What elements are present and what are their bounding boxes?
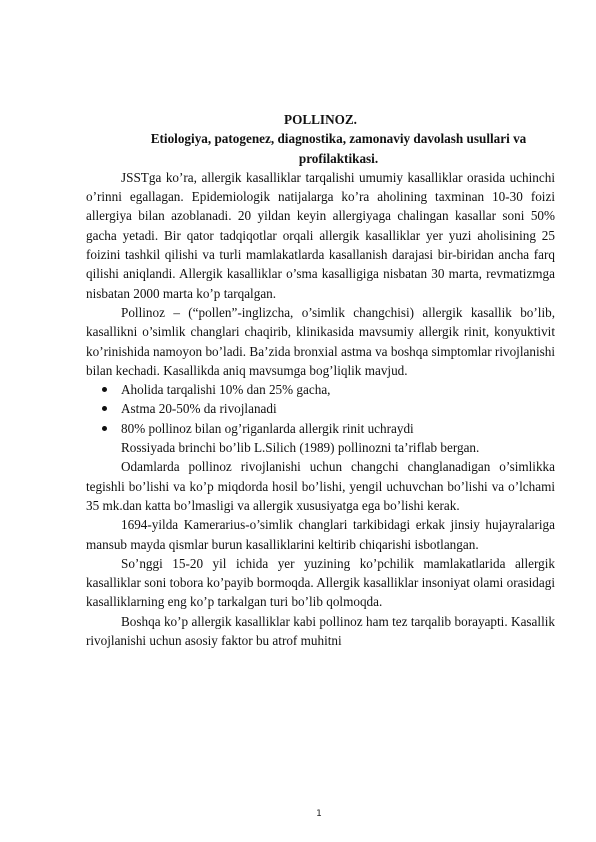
bullet-item — [86, 419, 555, 438]
bullet-dot-icon — [102, 426, 107, 431]
bullet-text: Aholida tarqalishi 10% dan 25% gacha, — [121, 382, 331, 398]
bullet-item — [86, 380, 555, 399]
document-subtitle: Etiologiya, patogenez, diagnostika, zamonaviy davolash usullari va profilaktikasi. — [150, 131, 527, 166]
bullet-text: Astma 20-50% da rivojlanadi — [121, 401, 277, 417]
bullet-text: 80% pollinoz bilan og’riganlarda allergik rinit uchraydi — [121, 420, 414, 436]
document-body — [86, 110, 555, 650]
bullet-dot-icon — [102, 406, 107, 411]
paragraph-history-russia: Rossiyada brinchi bo’lib L.Silich (1989) pollinozni ta’riflab bergan. — [121, 440, 480, 456]
page-number: 1 — [316, 809, 322, 819]
paragraph-epidemiology: JSSTga ko’ra, allergik kasalliklar tarqalishi umumiy kasalliklar orasida uchinchi o’rinni egallagan. Epidemiologik natijalarga ko’ra aholining taxminan 10-30 foizi allergiya bilan azoblanadi. 20 yildan keyin allergiyaga chalingan kasallar soni 50% gacha yetadi. Bir qator tadqiqotlar orqali allergik kasalliklar yer yuzi aholisining 25 foizini tashkil qilishi va turli mamlakatlarda kasallanish darajasi bir-biridan ancha farq qilishi aniqlandi. Allergik kasalliklar o’sma kasalligiga nisbatan 30 marta, revmatizmga nisbatan 2000 marta ko’p tarqalgan. — [86, 169, 555, 301]
paragraph-pollen-conditions: Odamlarda pollinoz rivojlanishi uchun changchi changlanadigan o’simlikka tegishli bo’lishi va ko’p miqdorda hosil bo’lishi, yengil uchuvchan bo’lishi va o’lchami 35 mk.dan katta bo’lmasligi va allergik xususiyatga ega bo’lishi kerak. — [86, 459, 555, 513]
paragraph-spread: Boshqa ko’p allergik kasalliklar kabi pollinoz ham tez tarqalib borayapti. Kasallik rivojlanishi uchun asosiy faktor bu atrof muhitni — [86, 613, 555, 649]
paragraph-recent-trends: So’nggi 15-20 yil ichida yer yuzining ko’pchilik mamlakatlarida allergik kasalliklar soni tobora ko’payib bormoqda. Allergik kasalliklar insoniyat olami orasidagi kasalliklarning eng ko’p tarkalgan turi bo’lib qolmoqda. — [86, 555, 555, 610]
paragraph-kamerarius: 1694-yilda Kamerarius-o’simlik changlari tarkibidagi erkak jinsiy hujayralariga mansub mayda qismlar burun kasalliklarini keltirib chiqarishi isbotlangan. — [86, 517, 555, 552]
bullet-dot-icon — [102, 387, 107, 392]
document-title: POLLINOZ. — [284, 112, 357, 127]
paragraph-definition: Pollinoz – (“pollen”-inglizcha, o’simlik changchisi) allergik kasallik bo’lib, kasallikni o’simlik changlari chaqirib, klinikasida mavsumiy allergik rinit, konyuktivit ko’rinishida namoyon bo’ladi. Ba’zida bronxial astma va boshqa simptomlar rivojlanishi bilan kechadi. Kasallikda aniq mavsumga bog’liqlik mavjud. — [86, 304, 555, 378]
bullet-item — [86, 399, 555, 418]
bullet-list — [86, 380, 555, 438]
